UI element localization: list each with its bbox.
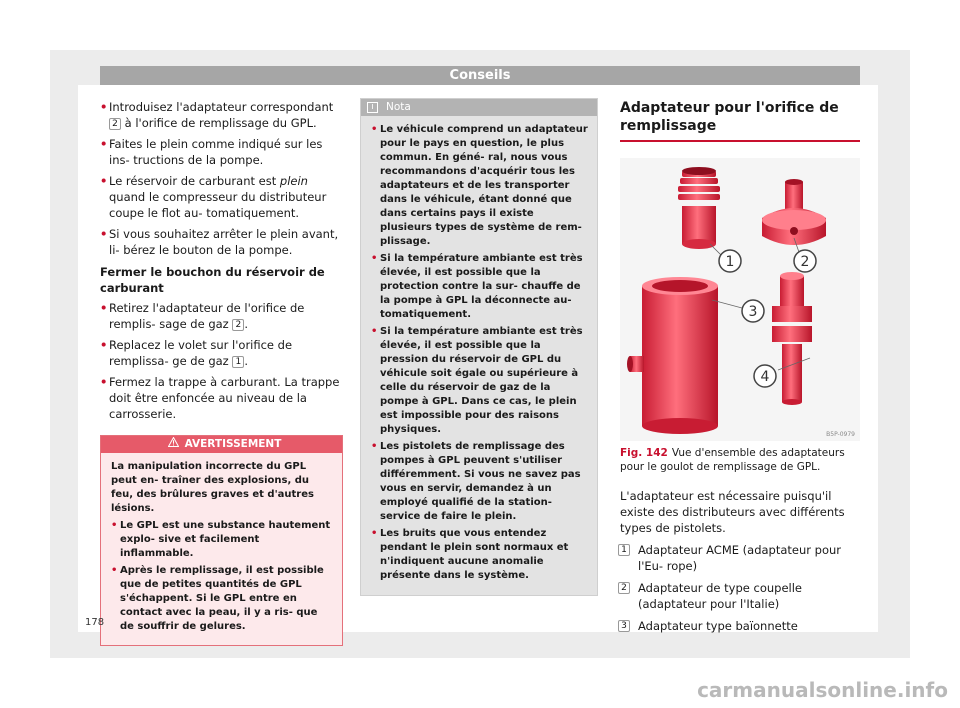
list-item: 3 Adaptateur type baïonnette bbox=[620, 618, 860, 634]
instruction-remove-adapter: • Retirez l'adaptateur de l'orifice de remplis- sage de gaz 2 . bbox=[100, 300, 343, 332]
ref-number: 1 bbox=[232, 356, 244, 368]
callout-2: 2 bbox=[800, 254, 810, 270]
warning-triangle-icon bbox=[168, 436, 179, 453]
instruction-fill: • Faites le plein comme indiqué sur les ins- tructions de la pompe. bbox=[100, 136, 343, 168]
adapter-list bbox=[620, 542, 860, 634]
instruction-close-door: • Fermez la trappe à carburant. La trappe doit être enfoncée au niveau de la carrosserie. bbox=[100, 374, 343, 422]
figure-code: B5P-0979 bbox=[826, 431, 855, 438]
info-icon: i bbox=[367, 102, 378, 113]
subheading-close-cap: Fermer le bouchon du réservoir de carburant bbox=[100, 265, 325, 295]
warning-bullet: • Après le remplissage, il est possible que de petites quantités de GPL s'échappent. Si le GPL entre en contact avec la peau, il y a ris- que de souffrir de gelures. bbox=[111, 564, 333, 634]
note-box bbox=[360, 98, 598, 596]
ref-number: 2 bbox=[232, 319, 244, 331]
figure-caption: Fig. 142 Vue d'ensemble des adaptateurs pour le goulot de remplissage de GPL. bbox=[620, 447, 845, 473]
note-bullet: • Les bruits que vous entendez pendant le plein sont normaux et n'indiquent aucune anomalie présente dans le système. bbox=[371, 527, 589, 583]
watermark: carmanualsonline.info bbox=[697, 678, 948, 702]
instruction-tank-full: • Le réservoir de carburant est plein quand le compresseur du distributeur coupe le flot au- tomatiquement. bbox=[100, 173, 343, 221]
instruction-replace-flap: • Replacez le volet sur l'orifice de remplissa- ge de gaz 1 . bbox=[100, 337, 343, 369]
page-content bbox=[78, 85, 878, 632]
adapter-cup-illustration bbox=[762, 179, 826, 245]
list-item: 1 Adaptateur ACME (adaptateur pour l'Eu- rope) bbox=[620, 542, 860, 574]
column-middle bbox=[360, 98, 598, 596]
callout-4: 4 bbox=[760, 369, 770, 385]
list-item: 2 Adaptateur de type coupelle (adaptateur pour l'Italie) bbox=[620, 580, 860, 612]
warning-header: AVERTISSEMENT bbox=[101, 436, 342, 453]
adapter-figure bbox=[620, 158, 860, 441]
instruction-insert-adapter: • Introduisez l'adaptateur correspondant 2 à l'orifice de remplissage du GPL. bbox=[100, 99, 343, 131]
note-bullet: • Les pistolets de remplissage des pompes à GPL peuvent s'utiliser différemment. Si vous ne savez pas vous en servir, demandez à un employé qualifié de la station-service de faire le plein. bbox=[371, 440, 589, 524]
page-number: 178 bbox=[85, 617, 105, 628]
section-title: Adaptateur pour l'orifice de remplissage bbox=[620, 99, 860, 142]
instruction-stop-early: • Si vous souhaitez arrêter le plein avant, li- bérez le bouton de la pompe. bbox=[100, 226, 343, 258]
column-left bbox=[100, 99, 343, 646]
callout-3: 3 bbox=[748, 304, 758, 320]
note-bullet: • Si la température ambiante est très élevée, il est possible que la protection contre la sur- chauffe de la pompe à GPL la déconnecte au- tomatiquement. bbox=[371, 252, 589, 322]
ref-number: 2 bbox=[109, 118, 121, 130]
warning-bullet: • Le GPL est une substance hautement explo- sive et facilement inflammable. bbox=[111, 519, 333, 561]
section-header: Conseils bbox=[100, 66, 860, 85]
callout-1: 1 bbox=[725, 254, 735, 270]
note-bullet: • Le véhicule comprend un adaptateur pour le pays en question, le plus commun. En géné- ral, nous vous recommandons d'acquérir tous les adaptateurs et de les transporter dans le véhicule, étant donné que dans certains pays il existe plusieurs types de système de rem- plissage. bbox=[371, 123, 589, 249]
adapter-bayonet-illustration bbox=[627, 277, 718, 434]
warning-intro: La manipulation incorrecte du GPL peut en- traîner des explosions, du feu, des brûlures graves et d'autres lésions. bbox=[111, 461, 314, 514]
column-right bbox=[620, 99, 860, 640]
warning-box bbox=[100, 435, 343, 646]
adapter-four-illustration bbox=[772, 272, 812, 405]
adapter-acme-illustration bbox=[678, 167, 720, 249]
adapter-description: L'adaptateur est nécessaire puisqu'il existe des distributeurs avec différents types de pistolets. bbox=[620, 489, 845, 535]
note-bullet: • Si la température ambiante est très élevée, il est possible que la pression du réservoir de GPL du véhicule soit égale ou supérieure à celle du réservoir de gaz de la pompe à GPL. Dans ce cas, le plein est impossible pour des raisons physiques. bbox=[371, 325, 589, 437]
note-header: i Nota bbox=[361, 99, 597, 116]
